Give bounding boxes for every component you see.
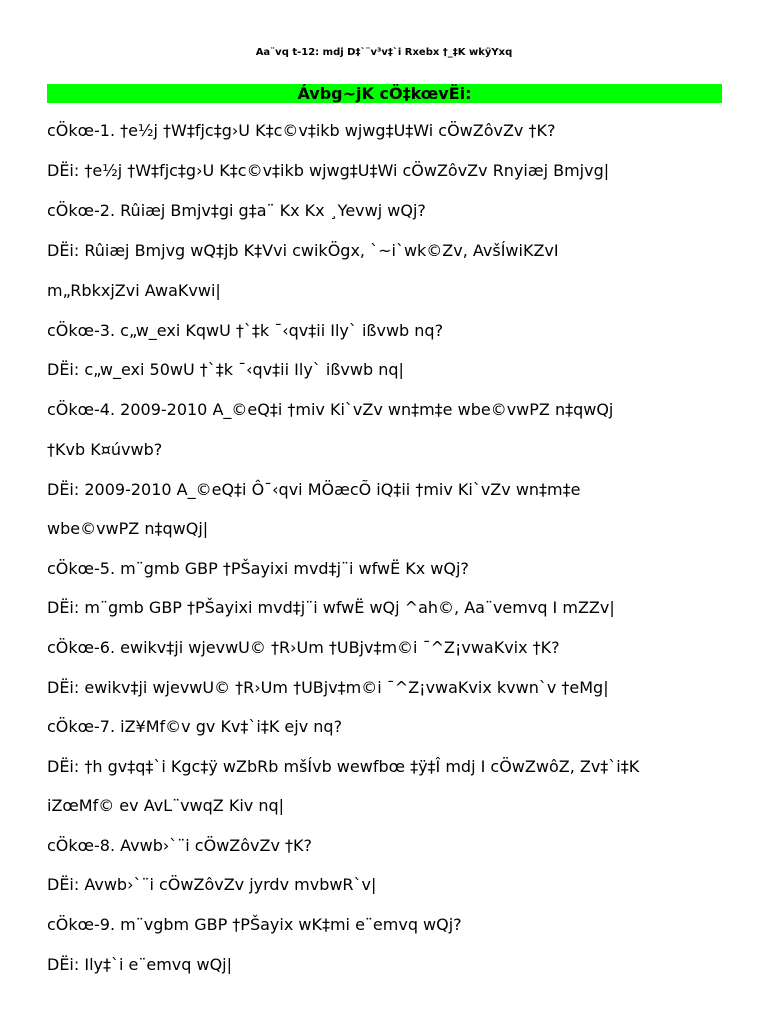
question-line: cÖkœ-1. †e½j †W‡fjc‡g›U K‡c©v‡ikb wjwg‡U‡Wi cÖwZôvZv †K? bbox=[47, 121, 556, 140]
answer-line: DËi: †e½j †W‡fjc‡g›U K‡c©v‡ikb wjwg‡U‡Wi cÖwZôvZv Rnyiæj Bmjvg| bbox=[47, 161, 610, 180]
answer-line-continued: iZœMf© ev AvL¨vwqZ Kiv nq| bbox=[47, 796, 285, 815]
question-line: cÖkœ-9. m¨vgbm GBP †PŠayix wK‡mi e¨emvq wQj? bbox=[47, 915, 462, 934]
question-line: cÖkœ-7. iZ¥Mf©v gv Kv‡`i‡K ejv nq? bbox=[47, 717, 343, 736]
section-banner: Ávbg~jK cÖ‡kœvËi: bbox=[47, 84, 722, 103]
answer-line-continued: m„RbkxjZvi AwaKvwi| bbox=[47, 281, 221, 300]
question-line: cÖkœ-5. m¨gmb GBP †PŠayixi mvd‡j¨i wfwË Kx wQj? bbox=[47, 559, 469, 578]
answer-line: DËi: ewikv‡ji wjevwU© †R›Um †UBjv‡m©i ¯^Z¡vwaKvix kvwn`v †eMg| bbox=[47, 678, 609, 697]
answer-line: DËi: c„w_exi 50wU †`‡k ¯‹qv‡ii Ily` ißvwb nq| bbox=[47, 360, 404, 379]
answer-line: DËi: m¨gmb GBP †PŠayixi mvd‡j¨i wfwË wQj ^ah©, Aa¨vemvq I mZZv| bbox=[47, 598, 615, 617]
question-line: cÖkœ-8. Avwb›`¨i cÖwZôvZv †K? bbox=[47, 836, 312, 855]
question-line-continued: †Kvb K¤úvwb? bbox=[47, 440, 163, 459]
answer-line: DËi: †h gv‡q‡`i Kgc‡ÿ wZbRb mšÍvb wewfbœ ‡ÿ‡Î mdj I cÖwZwôZ, Zv‡`i‡K bbox=[47, 757, 640, 776]
answer-line: DËi: Avwb›`¨i cÖwZôvZv jyrdv mvbwR`v| bbox=[47, 875, 377, 894]
question-line: cÖkœ-3. c„w_exi KqwU †`‡k ¯‹qv‡ii Ily` ißvwb nq? bbox=[47, 321, 444, 340]
question-line: cÖkœ-2. Rûiæj Bmjv‡gi g‡a¨ Kx Kx ¸Yevwj wQj? bbox=[47, 201, 426, 220]
answer-line: DËi: Ily‡`i e¨emvq wQj| bbox=[47, 955, 233, 974]
answer-line-continued: wbe©vwPZ n‡qwQj| bbox=[47, 519, 209, 538]
answer-line: DËi: 2009-2010 A_©eQ‡i Ô¯‹qvi MÖæcÕ iQ‡ii †miv Ki`vZv wn‡m‡e bbox=[47, 480, 581, 499]
question-line: cÖkœ-4. 2009-2010 A_©eQ‡i †miv Ki`vZv wn‡m‡e wbe©vwPZ n‡qwQj bbox=[47, 400, 614, 419]
answer-line: DËi: Rûiæj Bmjvg wQ‡jb K‡Vvi cwikÖgx, `~i`wk©Zv, AvšÍwiKZvI bbox=[47, 241, 559, 260]
question-line: cÖkœ-6. ewikv‡ji wjevwU© †R›Um †UBjv‡m©i ¯^Z¡vwaKvix †K? bbox=[47, 638, 560, 657]
chapter-title: Aa¨vq t-12: mdj D‡`¨v³v‡`i Rxebx †_‡K wkÿYxq bbox=[255, 47, 513, 58]
